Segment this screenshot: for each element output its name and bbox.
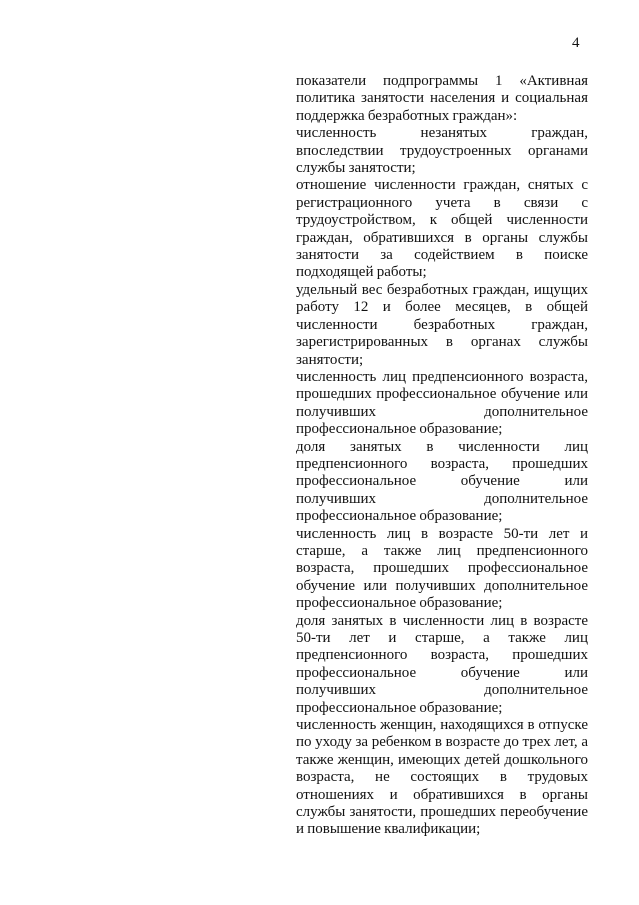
document-body [296, 73, 588, 839]
page-number: 4 [572, 35, 580, 51]
paragraph-over-50-employed-share: доля занятых в численности лиц в возрасте 50-ти лет и старше, а также лиц предпенсионного возраста, прошедших профессиональное обучение или получивших дополнительное профессиональное образование; [296, 612, 588, 716]
paragraph-pre-retirement-trained: численность лиц предпенсионного возраста, прошедших профессиональное обучение или получивших дополнительное профессиональное образование; [296, 368, 588, 438]
paragraph-pre-retirement-employed-share: доля занятых в численности лиц предпенсионного возраста, прошедших профессиональное обучение или получивших дополнительное профессиональное образование; [296, 438, 588, 525]
paragraph-women-retraining: численность женщин, находящихся в отпуске по уходу за ребенком в возрасте до трех лет, а также женщин, имеющих детей дошкольного возраста, не состоящих в трудовых отношениях и обратившихся в органы службы занятости, прошедших переобучение и повышение квалификации; [296, 717, 588, 838]
paragraph-deregistered-ratio: отношение численности граждан, снятых с регистрационного учета в связи с трудоустройством, к общей численности граждан, обратившихся в органы службы занятости за содействием в поиске подходящей работы; [296, 177, 588, 281]
paragraph-long-term-unemployed-share: удельный вес безработных граждан, ищущих работу 12 и более месяцев, в общей численности безработных граждан, зарегистрированных в органах службы занятости; [296, 281, 588, 368]
paragraph-unemployed-employed: численность незанятых граждан, впоследствии трудоустроенных органами службы занятости; [296, 125, 588, 177]
paragraph-indicators-intro: показатели подпрограммы 1 «Активная политика занятости населения и социальная поддержка безработных граждан»: [296, 73, 588, 124]
paragraph-over-50-trained: численность лиц в возрасте 50-ти лет и старше, а также лиц предпенсионного возраста, прошедших профессиональное обучение или получивших дополнительное профессиональное образование; [296, 525, 588, 612]
